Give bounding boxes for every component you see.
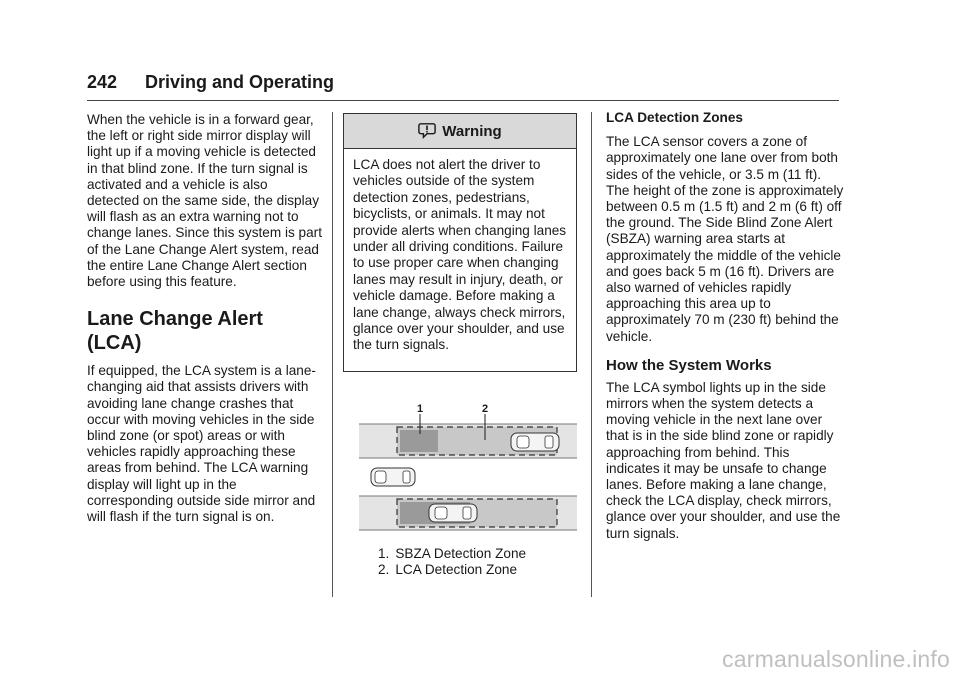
callout-label-1: 1 (416, 403, 424, 415)
legend-item (378, 562, 526, 578)
vehicle-bottom (429, 504, 477, 522)
section-title: Driving and Operating (145, 72, 335, 92)
watermark: carmanualsonline.info (722, 646, 950, 672)
legend-item (378, 546, 526, 562)
warning-text: LCA does not alert the driver to vehicles outside of the system detection zones, pedestrians, bicyclists, or animals. It may not provide alerts when changing lanes under all driving conditions. Failure to use proper care when changing lanes may result in injury, death, or vehicle damage. Before making a lane change, always check mirrors, glance over your shoulder, and use the turn signals. (353, 157, 567, 353)
left-column (87, 112, 322, 525)
how-system-works-heading: How the System Works (606, 356, 772, 374)
page-header (87, 72, 839, 101)
lane-change-alert-heading: Lane Change Alert (LCA) (87, 308, 263, 355)
detection-zones-paragraph: The LCA sensor covers a zone of approximately one lane over from both sides of the vehicle, or 3.5 m (11 ft). The height of the zone is approximately between 0.5 m (1.5 ft) and 2 m (6 ft) off the ground. The Side Blind Zone Alert (SBZA) warning area starts at approximately the middle of the vehicle and goes back 5 m (16 ft). Drivers are also warned of vehicles rapidly approaching this area up to approximately 70 m (230 ft) behind the vehicle. (606, 134, 844, 344)
lca-description: If equipped, the LCA system is a lane-changing aid that assists drivers with avoiding lane change crashes that occur with moving vehicles in the side blind zone (or spot) areas or with vehicles rapidly approaching these areas from behind. The LCA warning display will light up in the corresponding outside side mirror and will flash if the turn signal is on. (87, 363, 316, 525)
warning-header (344, 114, 576, 149)
lca-detection-zones-heading: LCA Detection Zones (606, 110, 743, 125)
column-divider (332, 112, 333, 597)
vehicle-top-right (511, 433, 559, 451)
callout-label-2: 2 (481, 403, 489, 415)
legend-number: 2. (378, 562, 390, 578)
lca-zone-diagram (359, 400, 577, 534)
legend-number: 1. (378, 546, 390, 561)
intro-paragraph: When the vehicle is in a forward gear, the left or right side mirror display will light up if a moving vehicle is detected in that blind zone. If the turn signal is activated and a vehicle is also detected on the same side, the display will flash as an extra warning not to change lanes. Since this system is part of the Lane Change Alert system, read the entire Lane Change Alert section before using this feature. (87, 112, 322, 290)
warning-box (343, 113, 577, 372)
sbza-zone-top (400, 430, 438, 452)
warning-icon (418, 122, 436, 140)
how-system-works-paragraph: The LCA symbol lights up in the side mirrors when the system detects a moving vehicle in the next lane over that is in the side blind zone or rapidly approaching from behind. This indicates it may be unsafe to change lanes. Before making a lane change, check the LCA display, check mirrors, glance over your shoulder, and use the turn signals. (606, 379, 841, 541)
legend-label: LCA Detection Zone (395, 562, 518, 578)
figure-legend (378, 546, 526, 578)
vehicle-center (371, 468, 415, 486)
legend-label: SBZA Detection Zone (395, 546, 527, 561)
page-number: 242 (87, 72, 118, 92)
column-divider (591, 112, 592, 597)
right-column (606, 110, 844, 542)
warning-title: Warning (442, 122, 502, 140)
